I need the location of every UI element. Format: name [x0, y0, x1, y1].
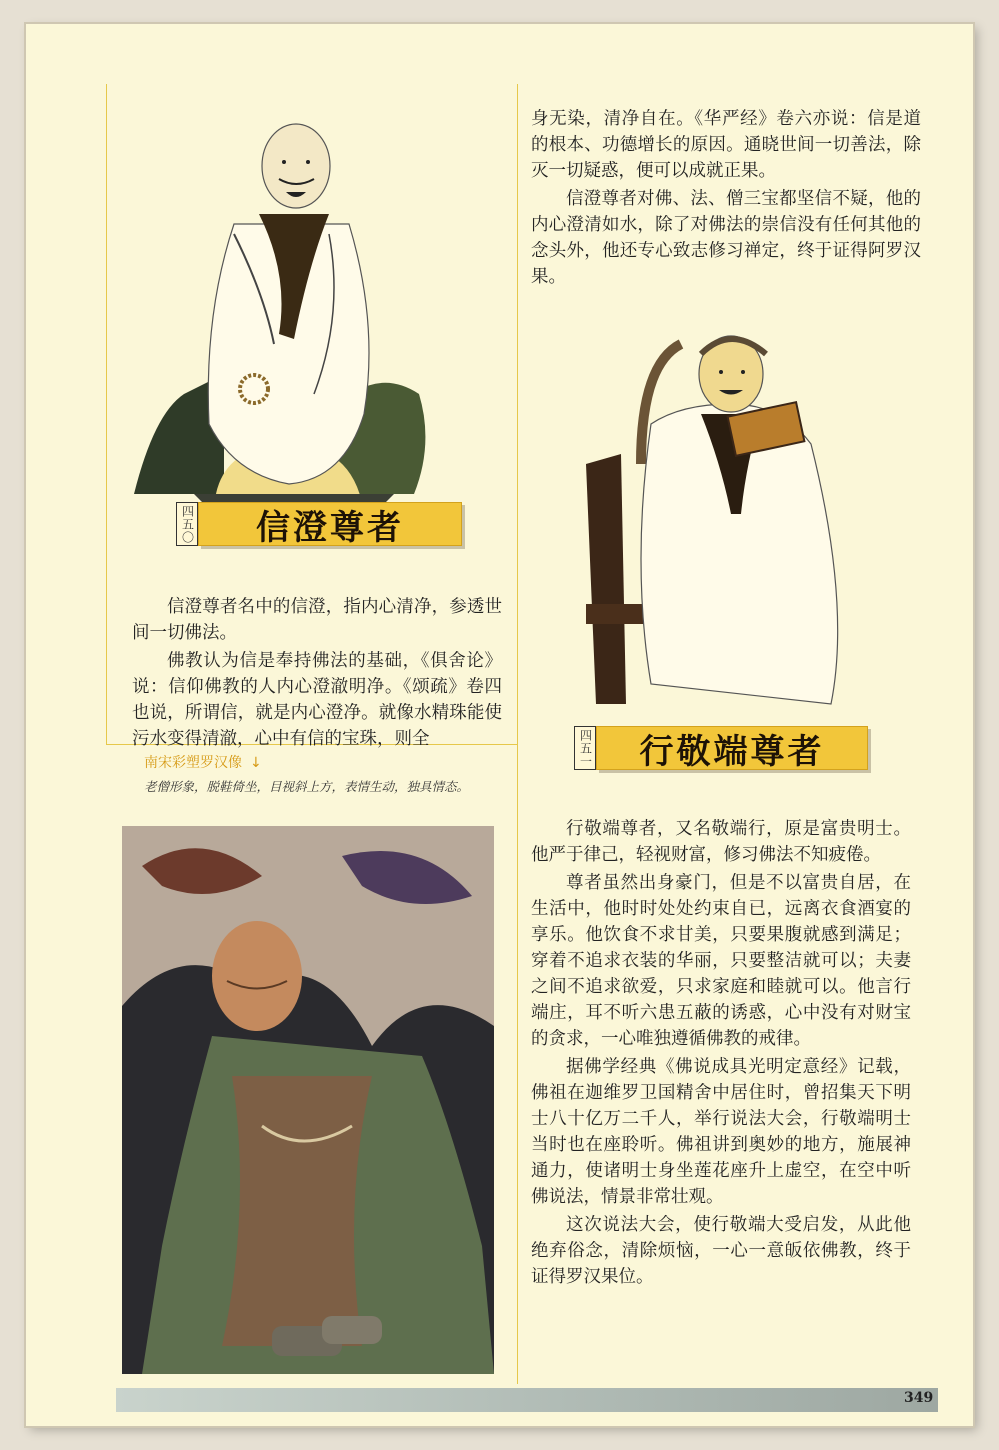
down-arrow-icon: ↓ — [250, 755, 262, 771]
arhat-xingjingduan-illustration — [581, 304, 911, 714]
title-block-450 — [176, 502, 462, 546]
paragraph: 这次说法大会，使行敬端大受启发，从此他绝弃俗念，清除烦恼，一心一意皈依佛教，终于证得罗汉果位。 — [531, 1215, 911, 1287]
page-number: 349 — [904, 1390, 934, 1406]
caption-title — [144, 752, 262, 772]
column-rule-middle — [517, 84, 518, 1384]
arhat-450-text — [132, 594, 502, 754]
paragraph: 行敬端尊者，又名敬端行，原是富贵明士。他严于律己，轻视财富，修习佛法不知疲倦。 — [531, 819, 911, 865]
footer-band — [116, 1388, 938, 1412]
paragraph: 身无染，清净自在。《华严经》卷六亦说：信是道的根本、功德增长的原因。通晓世间一切善法，除灭一切疑惑，便可以成就正果。 — [531, 109, 921, 181]
caption-title-text: 南宋彩塑罗汉像 — [144, 755, 242, 771]
arhat-title-451: 行敬端尊者 — [596, 726, 868, 770]
title-block-451 — [574, 726, 868, 770]
arhat-451-text — [531, 816, 911, 1292]
arhat-xincheng-illustration — [114, 94, 454, 514]
paragraph: 据佛学经典《佛说成具光明定意经》记载，佛祖在迦维罗卫国精舍中居住时，曾招集天下明士八十亿万二千人，举行说法大会，行敬端明士当时也在座聆听。佛祖讲到奥妙的地方，施展神通力，使诸明士身坐莲花座升上虚空，在空中听佛说法，情景非常壮观。 — [531, 1057, 911, 1207]
paragraph: 佛教认为信是奉持佛法的基础，《俱舍论》说：信仰佛教的人内心澄澈明净。《颂疏》卷四也说，所谓信，就是内心澄净。就像水精珠能使污水变得清澈，心中有信的宝珠，则全 — [132, 651, 502, 749]
song-dynasty-statue-photo — [122, 826, 494, 1374]
paragraph: 尊者虽然出身豪门，但是不以富贵自居，在生活中，他时时处处约束自已，远离衣食酒宴的享乐。他饮食不求甘美，只要果腹就感到满足；穿着不追求衣装的华丽，只要整洁就可以；夫妻之间不追求欲爱，只求家庭和睦就可以。他言行端庄，耳不听六患五蔽的诱惑，心中没有对财宝的贪求，一心唯独遵循佛教的戒律。 — [531, 873, 911, 1049]
top-right-text — [531, 106, 921, 292]
book-page — [26, 24, 973, 1426]
arhat-number-451: 四五一 — [574, 726, 596, 770]
arhat-number-450: 四五〇 — [176, 502, 198, 546]
arhat-title-450: 信澄尊者 — [198, 502, 462, 546]
paragraph: 信澄尊者对佛、法、僧三宝都坚信不疑，他的内心澄清如水，除了对佛法的崇信没有任何其他的念头外，他还专心致志修习禅定，终于证得阿罗汉果。 — [531, 189, 921, 287]
caption-text: 老僧形象，脱鞋倚坐，目视斜上方，表情生动，独具情态。 — [144, 779, 470, 794]
column-rule-left — [106, 84, 107, 744]
paragraph: 信澄尊者名中的信澄，指内心清净，参透世间一切佛法。 — [132, 597, 502, 643]
